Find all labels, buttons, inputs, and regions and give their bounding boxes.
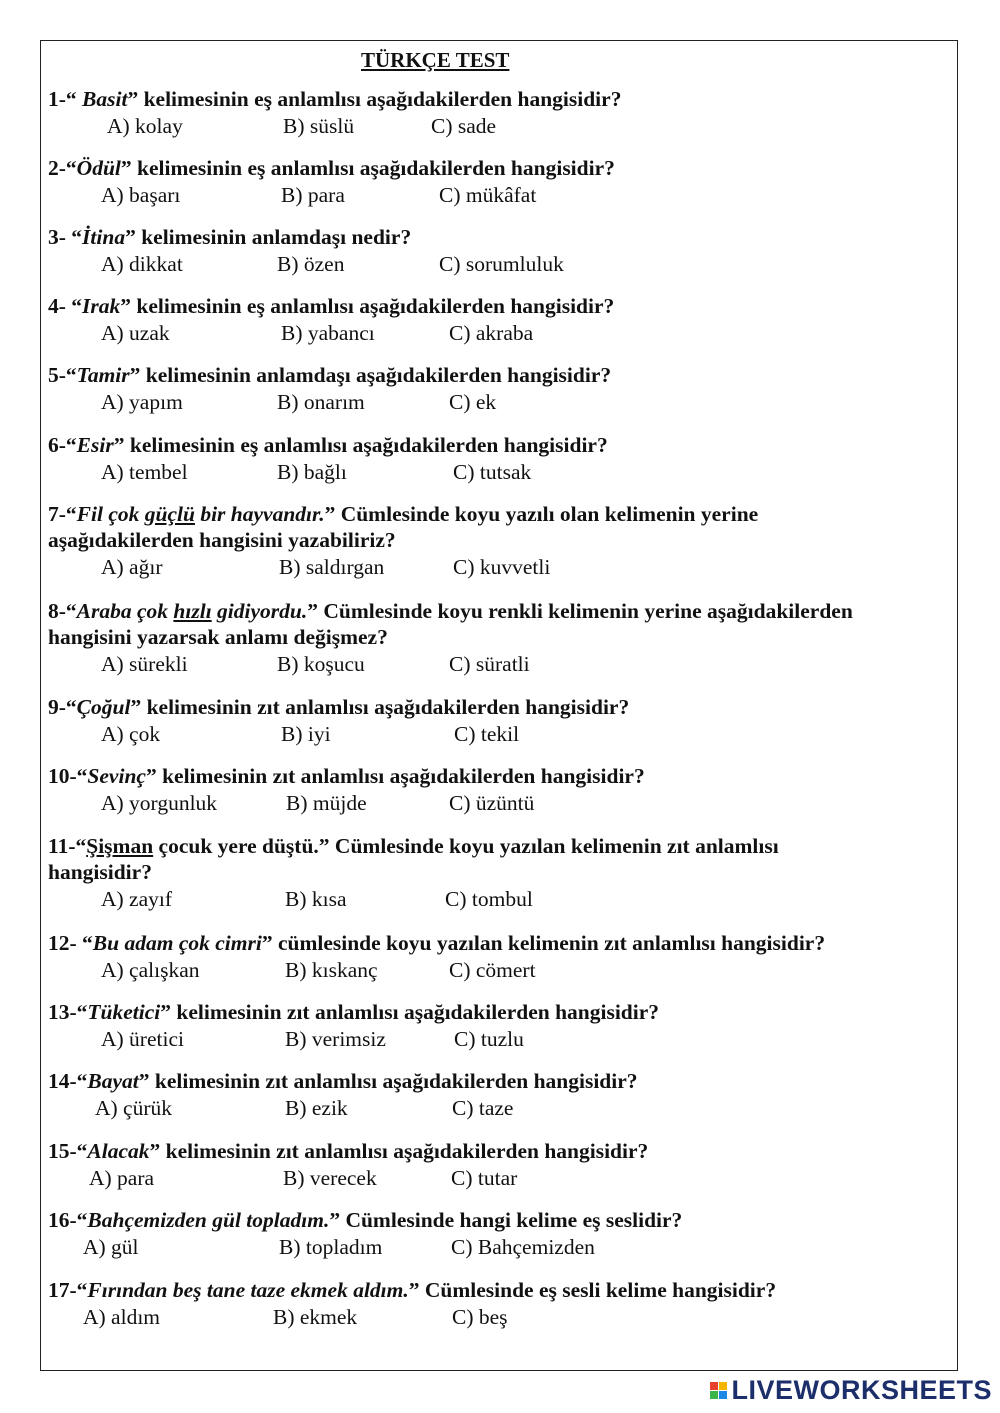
answer-option-a[interactable]: A) çok (101, 722, 161, 746)
answer-option-c[interactable]: C) cömert (449, 958, 536, 982)
answer-option-c[interactable]: C) Bahçemizden (451, 1235, 595, 1259)
question-text: ” Cümlesinde koyu yazılı olan kelimenin yerine (324, 502, 759, 526)
question-line (48, 859, 948, 885)
brand-watermark (710, 1373, 992, 1407)
answer-option-a[interactable]: A) başarı (101, 183, 181, 207)
quoted-text: bir hayvandır. (194, 502, 325, 526)
question-2 (48, 155, 948, 181)
question-line (48, 155, 948, 181)
question-text: 17-“ (48, 1278, 88, 1302)
logo-square-3 (710, 1391, 718, 1399)
question-line (48, 1277, 948, 1303)
liveworksheets-logo-icon (710, 1382, 727, 1399)
question-text: 11-“ (48, 834, 87, 858)
question-line (48, 763, 948, 789)
answer-option-b[interactable]: B) yabancı (281, 321, 375, 345)
question-text: 9-“ (48, 695, 77, 719)
answer-option-a[interactable]: A) dikkat (101, 252, 183, 276)
answer-option-c[interactable]: C) kuvvetli (453, 555, 551, 579)
question-13 (48, 999, 948, 1025)
question-text: 6-“ (48, 433, 77, 457)
question-14 (48, 1068, 948, 1094)
brand-text: LIVEWORKSHEETS (731, 1374, 992, 1405)
quoted-text: Alacak (87, 1139, 150, 1163)
question-text: 13-“ (48, 1000, 88, 1024)
answer-option-b[interactable]: B) iyi (281, 722, 331, 746)
quoted-text: Bayat (87, 1069, 139, 1093)
answer-option-b[interactable]: B) süslü (283, 114, 355, 138)
question-text: 10-“ (48, 764, 88, 788)
quoted-text: Basit (82, 87, 128, 111)
question-15 (48, 1138, 948, 1164)
question-text: aşağıdakilerden hangisini yazabiliriz? (48, 528, 396, 552)
answer-option-a[interactable]: A) sürekli (101, 652, 188, 676)
question-text: ” kelimesinin zıt anlamlısı aşağıdakilerden hangisidir? (149, 1139, 649, 1163)
answer-option-b[interactable]: B) bağlı (277, 460, 347, 484)
answer-option-c[interactable]: C) tombul (445, 887, 533, 911)
question-line (48, 930, 948, 956)
answer-option-b[interactable]: B) ekmek (273, 1305, 358, 1329)
question-9 (48, 694, 948, 720)
question-text: 7-“ (48, 502, 77, 526)
answer-option-c[interactable]: C) tutar (451, 1166, 518, 1190)
question-text: ” kelimesinin zıt anlamlısı aşağıdakilerden hangisidir? (130, 695, 630, 719)
quoted-text: Tamir (76, 363, 130, 387)
question-line (48, 999, 948, 1025)
question-text: ” kelimesinin anlamdaşı aşağıdakilerden hangisidir? (129, 363, 612, 387)
answer-option-c[interactable]: C) sorumluluk (439, 252, 564, 276)
question-line (48, 833, 948, 859)
question-text: ” kelimesinin anlamdaşı nedir? (125, 225, 412, 249)
question-text: 12- “ (48, 931, 93, 955)
question-text: ” kelimesinin eş anlamlısı aşağıdakilerden hangisidir? (113, 433, 608, 457)
quoted-text: Bahçemizden gül topladım. (87, 1208, 330, 1232)
question-line (48, 624, 948, 650)
answer-option-b[interactable]: B) topladım (279, 1235, 383, 1259)
quoted-text: Sevinç (87, 764, 146, 788)
question-line (48, 527, 948, 553)
question-12 (48, 930, 948, 956)
answer-option-c[interactable]: C) akraba (449, 321, 534, 345)
question-text: ” kelimesinin eş anlamlısı aşağıdakilerden hangisidir? (127, 87, 622, 111)
answer-option-a[interactable]: A) uzak (101, 321, 170, 345)
answer-option-b[interactable]: B) müjde (286, 791, 367, 815)
question-7 (48, 501, 948, 553)
answer-option-b[interactable]: B) verecek (283, 1166, 377, 1190)
quoted-text: İtina (82, 225, 126, 249)
answer-option-a[interactable]: A) aldım (83, 1305, 161, 1329)
answer-option-a[interactable]: A) çalışkan (101, 958, 200, 982)
logo-square-4 (719, 1391, 727, 1399)
answer-option-a[interactable]: A) üretici (101, 1027, 184, 1051)
quoted-text: Bu adam çok cimri (92, 931, 262, 955)
quoted-text: Irak (82, 294, 121, 318)
question-8 (48, 598, 948, 650)
answer-option-c[interactable]: C) taze (452, 1096, 514, 1120)
question-4 (48, 293, 948, 319)
answer-option-b[interactable]: B) kıskanç (285, 958, 378, 982)
quoted-text: gidiyordu. (211, 599, 308, 623)
question-text: ” Cümlesinde koyu renkli kelimenin yerine aşağıdakilerden (307, 599, 853, 623)
question-text: 5-“ (48, 363, 77, 387)
answer-option-c[interactable]: C) tuzlu (454, 1027, 524, 1051)
answer-option-c[interactable]: C) beş (452, 1305, 508, 1329)
question-text: ” kelimesinin eş anlamlısı aşağıdakilerden hangisidir? (120, 156, 615, 180)
logo-square-2 (719, 1382, 727, 1390)
question-6 (48, 432, 948, 458)
question-line (48, 432, 948, 458)
question-1 (48, 86, 948, 112)
question-line (48, 598, 948, 624)
question-line (48, 1068, 948, 1094)
logo-square-1 (710, 1382, 718, 1390)
answer-option-a[interactable]: A) para (89, 1166, 155, 1190)
quoted-text: Çoğul (76, 695, 131, 719)
question-line (48, 1138, 948, 1164)
question-text: ” Cümlesinde eş sesli kelime hangisidir? (408, 1278, 777, 1302)
question-text: 14-“ (48, 1069, 88, 1093)
quoted-text: Tüketici (87, 1000, 161, 1024)
answer-option-a[interactable]: A) yorgunluk (101, 791, 218, 815)
question-line (48, 362, 948, 388)
page-title: TÜRKÇE TEST (361, 48, 510, 72)
question-text: 15-“ (48, 1139, 88, 1163)
answer-option-c[interactable]: C) üzüntü (449, 791, 535, 815)
answer-option-c[interactable]: C) tutsak (453, 460, 532, 484)
question-16 (48, 1207, 948, 1233)
question-text: hangisini yazarsak anlamı değişmez? (48, 625, 388, 649)
answer-option-a[interactable]: A) kolay (107, 114, 183, 138)
question-3 (48, 224, 948, 250)
question-line (48, 224, 948, 250)
quoted-text: Ödül (76, 156, 121, 180)
question-text: 2-“ (48, 156, 77, 180)
question-17 (48, 1277, 948, 1303)
answer-option-b[interactable]: B) koşucu (277, 652, 365, 676)
answer-option-b[interactable]: B) onarım (277, 390, 365, 414)
quoted-text: Esir (76, 433, 114, 457)
question-text: ” kelimesinin zıt anlamlısı aşağıdakilerden hangisidir? (160, 1000, 660, 1024)
question-line (48, 501, 948, 527)
question-text: 8-“ (48, 599, 77, 623)
question-line (48, 86, 948, 112)
question-line (48, 293, 948, 319)
answer-option-b[interactable]: B) verimsiz (285, 1027, 386, 1051)
question-text: ” Cümlesinde hangi kelime eş seslidir? (329, 1208, 683, 1232)
answer-option-a[interactable]: A) ağır (101, 555, 163, 579)
answer-option-a[interactable]: A) tembel (101, 460, 188, 484)
quoted-text: Fırından beş tane taze ekmek aldım. (87, 1278, 409, 1302)
answer-option-a[interactable]: A) zayıf (101, 887, 173, 911)
question-text: 3- “ (48, 225, 83, 249)
answer-option-b[interactable]: B) ezik (285, 1096, 348, 1120)
quoted-text: Fil çok (76, 502, 145, 526)
question-text: hangisidir? (48, 860, 152, 884)
answer-option-c[interactable]: C) tekil (454, 722, 520, 746)
answer-option-c[interactable]: C) ek (449, 390, 497, 414)
answer-option-a[interactable]: A) gül (83, 1235, 139, 1259)
answer-option-a[interactable]: A) çürük (95, 1096, 173, 1120)
question-text: 4- “ (48, 294, 83, 318)
answer-option-a[interactable]: A) yapım (101, 390, 183, 414)
question-text: ” kelimesinin eş anlamlısı aşağıdakilerden hangisidir? (120, 294, 615, 318)
highlighted-word: hızlı (173, 599, 212, 623)
highlighted-word: güçlü (144, 502, 195, 526)
question-text: ” cümlesinde koyu yazılan kelimenin zıt anlamlısı hangisidir? (261, 931, 826, 955)
question-11 (48, 833, 948, 885)
answer-option-b[interactable]: B) özen (277, 252, 345, 276)
answer-option-b[interactable]: B) kısa (285, 887, 347, 911)
answer-option-c[interactable]: C) mükâfat (439, 183, 537, 207)
answer-option-c[interactable]: C) sade (431, 114, 497, 138)
quoted-text: Araba çok (76, 599, 174, 623)
answer-option-b[interactable]: B) para (281, 183, 345, 207)
question-line (48, 1207, 948, 1233)
question-text: ” kelimesinin zıt anlamlısı aşağıdakilerden hangisidir? (138, 1069, 638, 1093)
question-text: ” kelimesinin zıt anlamlısı aşağıdakilerden hangisidir? (145, 764, 645, 788)
question-line (48, 694, 948, 720)
answer-option-b[interactable]: B) saldırgan (279, 555, 385, 579)
question-5 (48, 362, 948, 388)
question-text: 16-“ (48, 1208, 88, 1232)
highlighted-word: Şişman (86, 834, 154, 858)
question-10 (48, 763, 948, 789)
question-text: 1-“ (48, 87, 83, 111)
answer-option-c[interactable]: C) süratli (449, 652, 530, 676)
question-text: çocuk yere düştü.” Cümlesinde koyu yazılan kelimenin zıt anlamlısı (153, 834, 779, 858)
